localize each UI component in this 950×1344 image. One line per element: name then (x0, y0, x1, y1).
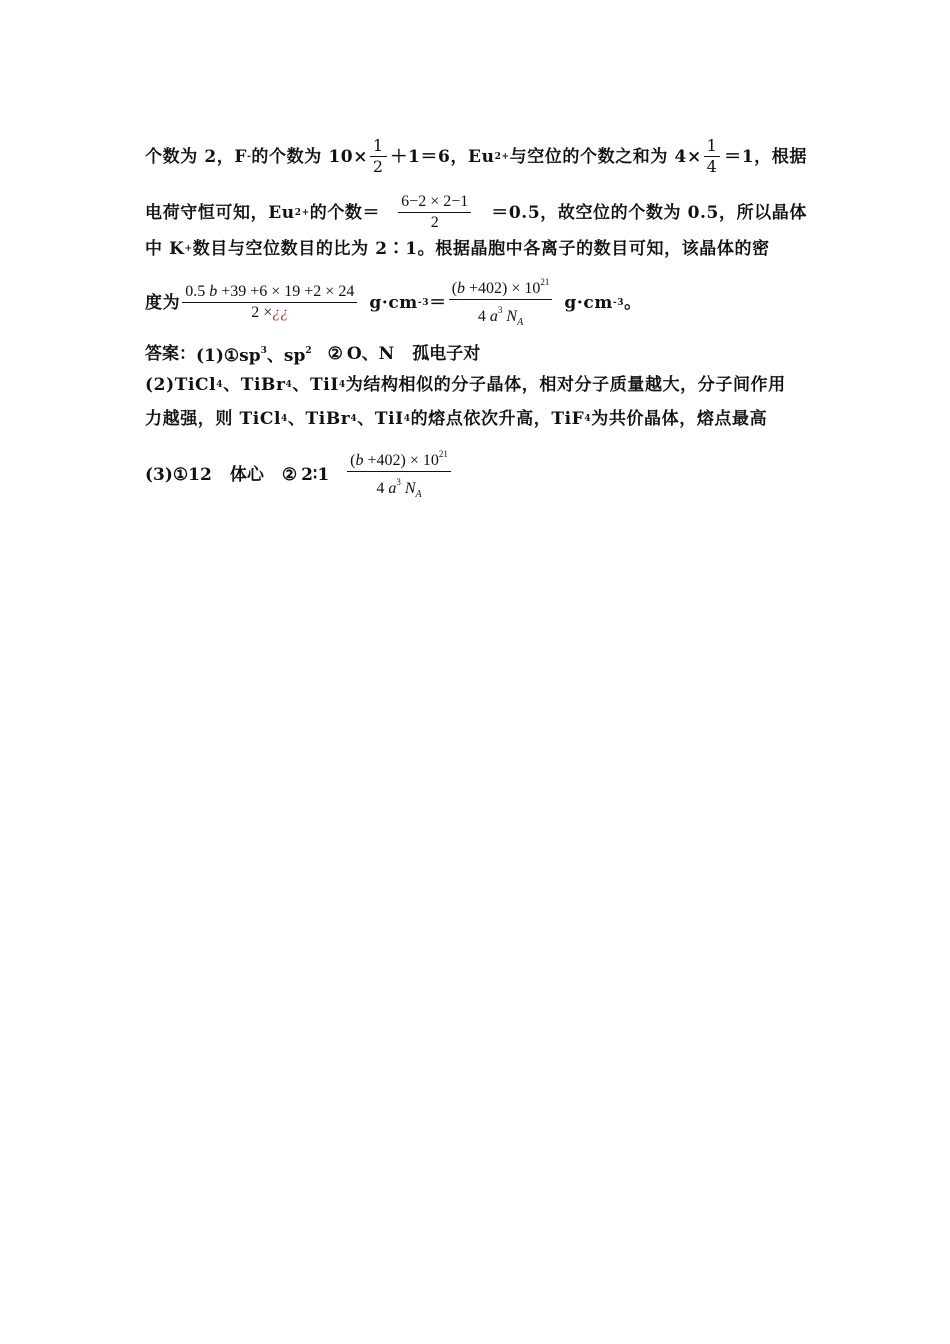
text-run: 电荷守恒可知，Eu 2+ 的个数＝ (145, 202, 381, 223)
text-run: 2∶1 (301, 464, 330, 485)
text-run: (3)①12 (145, 464, 212, 485)
garbled-glyph: ¿¿ (272, 304, 289, 321)
paragraph-line-1 (145, 136, 807, 177)
paragraph-line-2 (145, 192, 807, 233)
fraction-density-answer: $\frac{(b +402) \times 10^{21}}{4 a^3 N_A}$ (347, 444, 451, 505)
text-run: ② (281, 464, 298, 485)
fraction-one-quarter: $\frac{1}{4}$ (704, 136, 721, 177)
text-run: (2)TiCl 4 、TiBr 4 、TiI 4 为结构相似的分子晶体，相对分子质量越大，分子间作用 (145, 375, 786, 395)
text-run: 中 K + 数目与空位数目的比为 2∶1。根据晶胞中各离子的数目可知，该晶体的密 (145, 239, 770, 259)
text-run: g·cm -3 ＝ (369, 292, 447, 313)
answer-line-3 (145, 407, 807, 431)
text-run: 孤电子对 (412, 343, 481, 364)
text-run: ② (327, 343, 343, 364)
fraction-eu-count: $\frac{6-2 \times 2-1}{2}$ (398, 192, 471, 233)
paragraph-line-4 (145, 272, 807, 333)
answer-line-2 (145, 373, 807, 397)
text-run: 度为 (145, 292, 181, 313)
text-run: ＋1＝6，Eu 2+ 与空位的个数之和为 4× (390, 146, 702, 167)
answer-line-4 (145, 444, 807, 505)
text-run: 力越强，则 TiCl 4 、TiBr 4 、TiI 4 的熔点依次升高，TiF 4 为共价晶体，熔点最高 (145, 409, 768, 429)
fraction-one-half: $\frac{1}{2}$ (370, 136, 387, 177)
paragraph-line-3 (145, 237, 807, 261)
fraction-density-expression: $\frac{0.5 b +39 +6 \times 19 +2 \times 24}{2 \times¿¿}$ (182, 282, 357, 323)
text-run: 个数为 2 ，F - 的个数为 10× (145, 146, 369, 167)
answer-label: 答案： (145, 343, 196, 364)
text-run: g·cm -3 。 (564, 292, 642, 313)
text-run: $(1)①sp^3$、$sp^2$ (196, 346, 312, 366)
text-run: O、N (346, 343, 395, 364)
text-run: ＝1，根据 (724, 146, 807, 167)
text-run: ＝0.5，故空位的个数为 0.5，所以晶体 (491, 202, 807, 223)
text-run: 体心 (229, 464, 264, 485)
answer-line-1 (145, 339, 807, 368)
fraction-density-result: $\frac{(b +402) \times 10^{21}}{4 a^3 N_A}$ (449, 272, 553, 333)
